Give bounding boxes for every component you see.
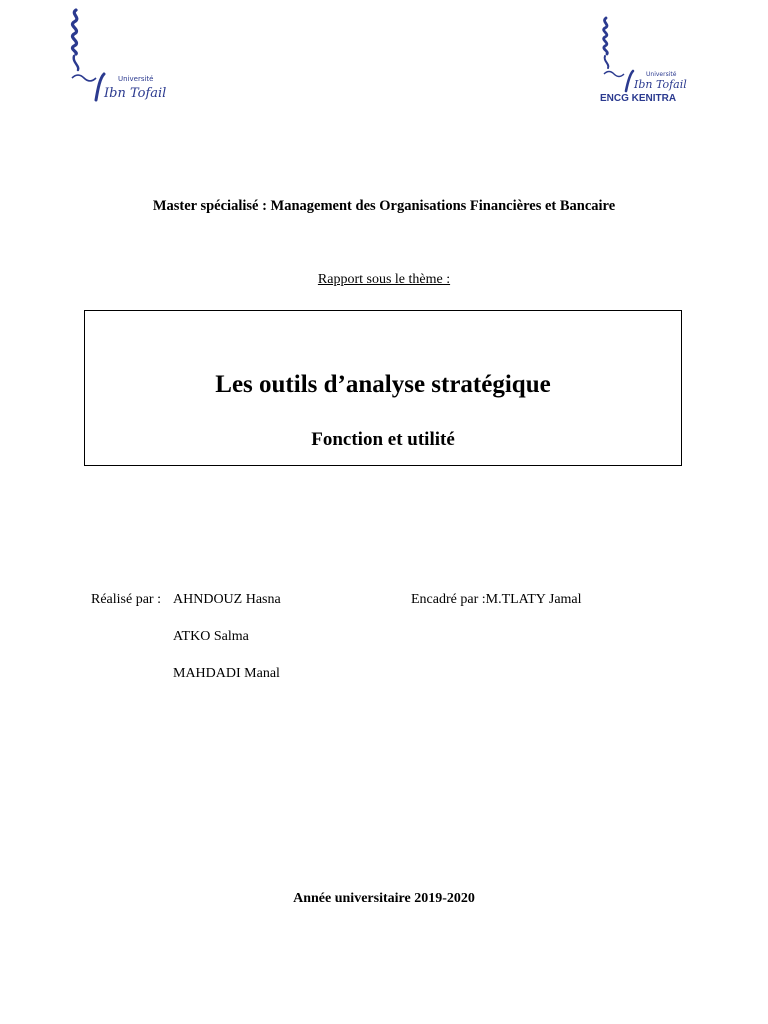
encg-kenitra-logo xyxy=(592,14,687,106)
author-3: MAHDADI Manal xyxy=(173,666,280,681)
universite-ibn-tofail-logo xyxy=(60,4,167,104)
author-1: AHNDOUZ Hasna xyxy=(173,592,281,607)
academic-year: Année universitaire 2019-2020 xyxy=(293,891,475,906)
encg-emblem-icon xyxy=(592,14,687,106)
logo-left-latin-text: Université xyxy=(118,75,154,83)
realise-label: Réalisé par : xyxy=(91,592,161,607)
title-box xyxy=(84,310,682,466)
supervisor-line: Encadré par :M.TLATY Jamal xyxy=(411,592,582,607)
page-title: Les outils d’analyse stratégique xyxy=(215,371,551,398)
rapport-label: Rapport sous le thème : xyxy=(317,272,451,287)
author-2: ATKO Salma xyxy=(173,629,249,644)
logo-right-script-text: Ibn Tofail xyxy=(634,78,687,91)
ibn-tofail-emblem-icon xyxy=(60,4,167,104)
logo-right-latin-text: Université xyxy=(646,71,677,78)
page-subtitle: Fonction et utilité xyxy=(311,429,455,450)
logo-left-script-text: Ibn Tofail xyxy=(104,86,167,101)
logo-right-caption: ENCG KENITRA xyxy=(600,93,677,104)
master-program-heading: Master spécialisé : Management des Organisations Financières et Bancaire xyxy=(152,198,616,214)
